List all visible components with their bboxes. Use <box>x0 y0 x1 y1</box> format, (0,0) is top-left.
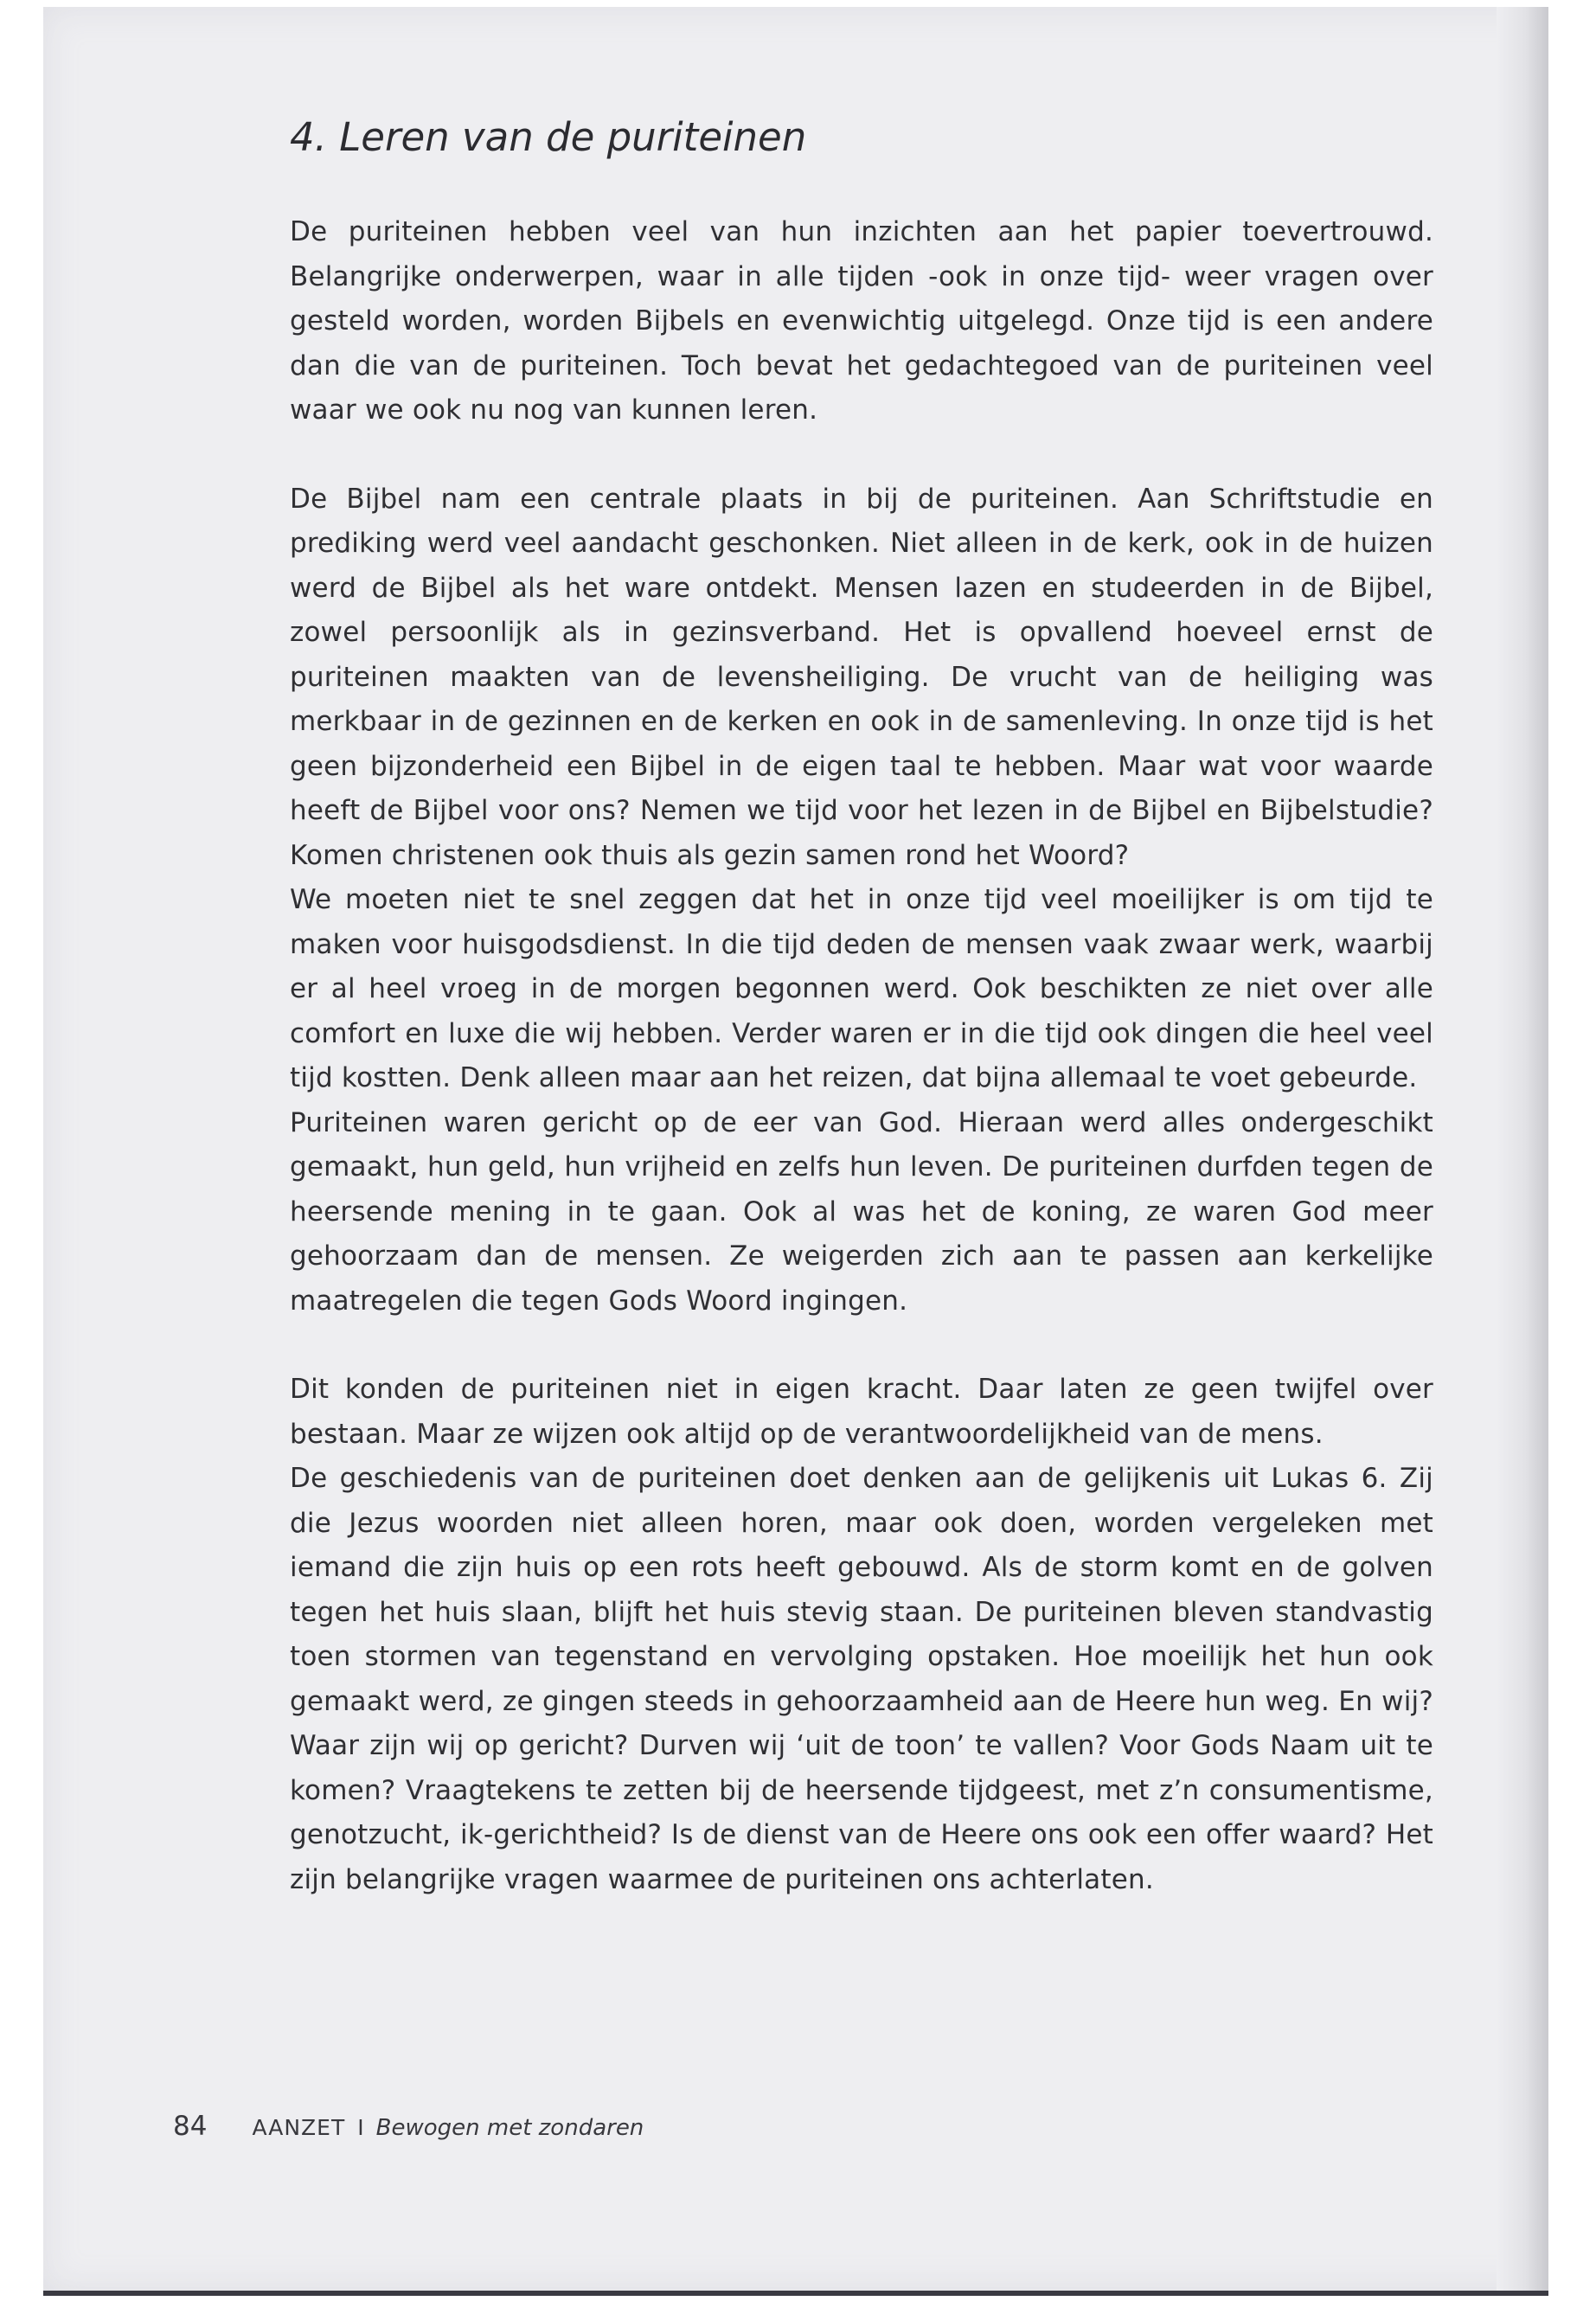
bottom-rule <box>43 2291 1548 2296</box>
paragraph-bible: De Bijbel nam een centrale plaats in bij de puriteinen. Aan Schriftstudie en prediking werd veel aandacht geschonken. Niet alleen in de kerk, ook in de huizen werd de Bijbel als het ware ontdekt. Mensen lazen en studeerden in de Bijbel, zowel persoonlijk als in gezinsverband. Het is opvallend hoeveel ernst de puriteinen maakten van de levensheiliging. De vrucht van de heiliging was merkbaar in de gezinnen en de kerken en ook in de samenleving. In onze tijd is het geen bijzonderheid een Bijbel in de eigen taal te hebben. Maar wat voor waarde heeft de Bijbel voor ons? Nemen we tijd voor het lezen in de Bijbel en Bijbelstudie? Komen christenen ook thuis als gezin samen rond het Woord? <box>290 483 1433 871</box>
paragraph-honor: Puriteinen waren gericht op de eer van God. Hieraan werd alles ondergeschikt gemaakt, hun geld, hun vrijheid en zelfs hun leven. De puriteinen durfden tegen de heersende mening in te gaan. Ook al was het de koning, ze waren God meer gehoorzaam dan de mensen. Ze weigerden zich aan te passen aan kerkelijke maatregelen die tegen Gods Woord ingingen. <box>290 1106 1433 1317</box>
paragraph-parable: De geschiedenis van de puriteinen doet denken aan de gelijkenis uit Lukas 6. Zij die Jezus woorden niet alleen horen, maar ook doen, worden vergeleken met iemand die zijn huis op een rots heeft gebouwd. Als de storm komt en de golven tegen het huis slaan, blijft het huis stevig staan. De puriteinen bleven standvastig toen stormen van tegenstand en vervolging opstaken. Hoe moeilijk het hun ook gemaakt werd, ze gingen steeds in gehoorzaamheid aan de Heere hun weg. En wij? Waar zijn wij op gericht? Durven wij ‘uit de toon’ te vallen? Voor Gods Naam uit te komen? Vraagtekens te zetten bij de heersende tijdgeest, met z’n consumentisme, genotzucht, ik-gerichtheid? Is de dienst van de Heere ons ook een offer waard? Het zijn belangrijke vragen waarmee de puriteinen ons achterlaten. <box>290 1463 1433 1895</box>
series-name: AANZET <box>252 2115 346 2140</box>
page-number: 84 <box>173 2111 208 2142</box>
page-edge-shadow <box>1497 7 1548 2291</box>
chapter-title: 4. Leren van de puriteinen <box>290 114 807 160</box>
paragraph-strength: Dit konden de puriteinen niet in eigen kracht. Daar laten ze geen twijfel over bestaan. Maar ze wijzen ook altijd op de verantwoordelijkheid van de mens. <box>290 1374 1433 1450</box>
paragraph-intro: De puriteinen hebben veel van hun inzichten aan het papier toevertrouwd. Belangrijke onderwerpen, waar in alle tijden -ook in onze tijd- weer vragen over gesteld worden, worden Bijbels en evenwichtig uitgelegd. Onze tijd is een andere dan die van de puriteinen. Toch bevat het gedachtegoed van de puriteinen veel waar we ook nu nog van kunnen leren. <box>290 216 1433 426</box>
page-content <box>290 114 1433 1902</box>
page-footer <box>173 2111 644 2142</box>
footer-separator: I <box>357 2115 364 2140</box>
paragraph-gap <box>290 1324 1433 1368</box>
paragraph-gap <box>290 433 1433 478</box>
book-subtitle: Bewogen met zondaren <box>375 2115 644 2141</box>
paragraph-time: We moeten niet te snel zeggen dat het in onze tijd veel moeilijker is om tijd te maken voor huisgodsdienst. In die tijd deden de mensen vaak zwaar werk, waarbij er al heel vroeg in de morgen begonnen werd. Ook beschikten ze niet over alle comfort en luxe die wij hebben. Verder waren er in die tijd ook dingen die heel veel tijd kostten. Denk alleen maar aan het reizen, dat bijna allemaal te voet gebeurde. <box>290 884 1433 1093</box>
